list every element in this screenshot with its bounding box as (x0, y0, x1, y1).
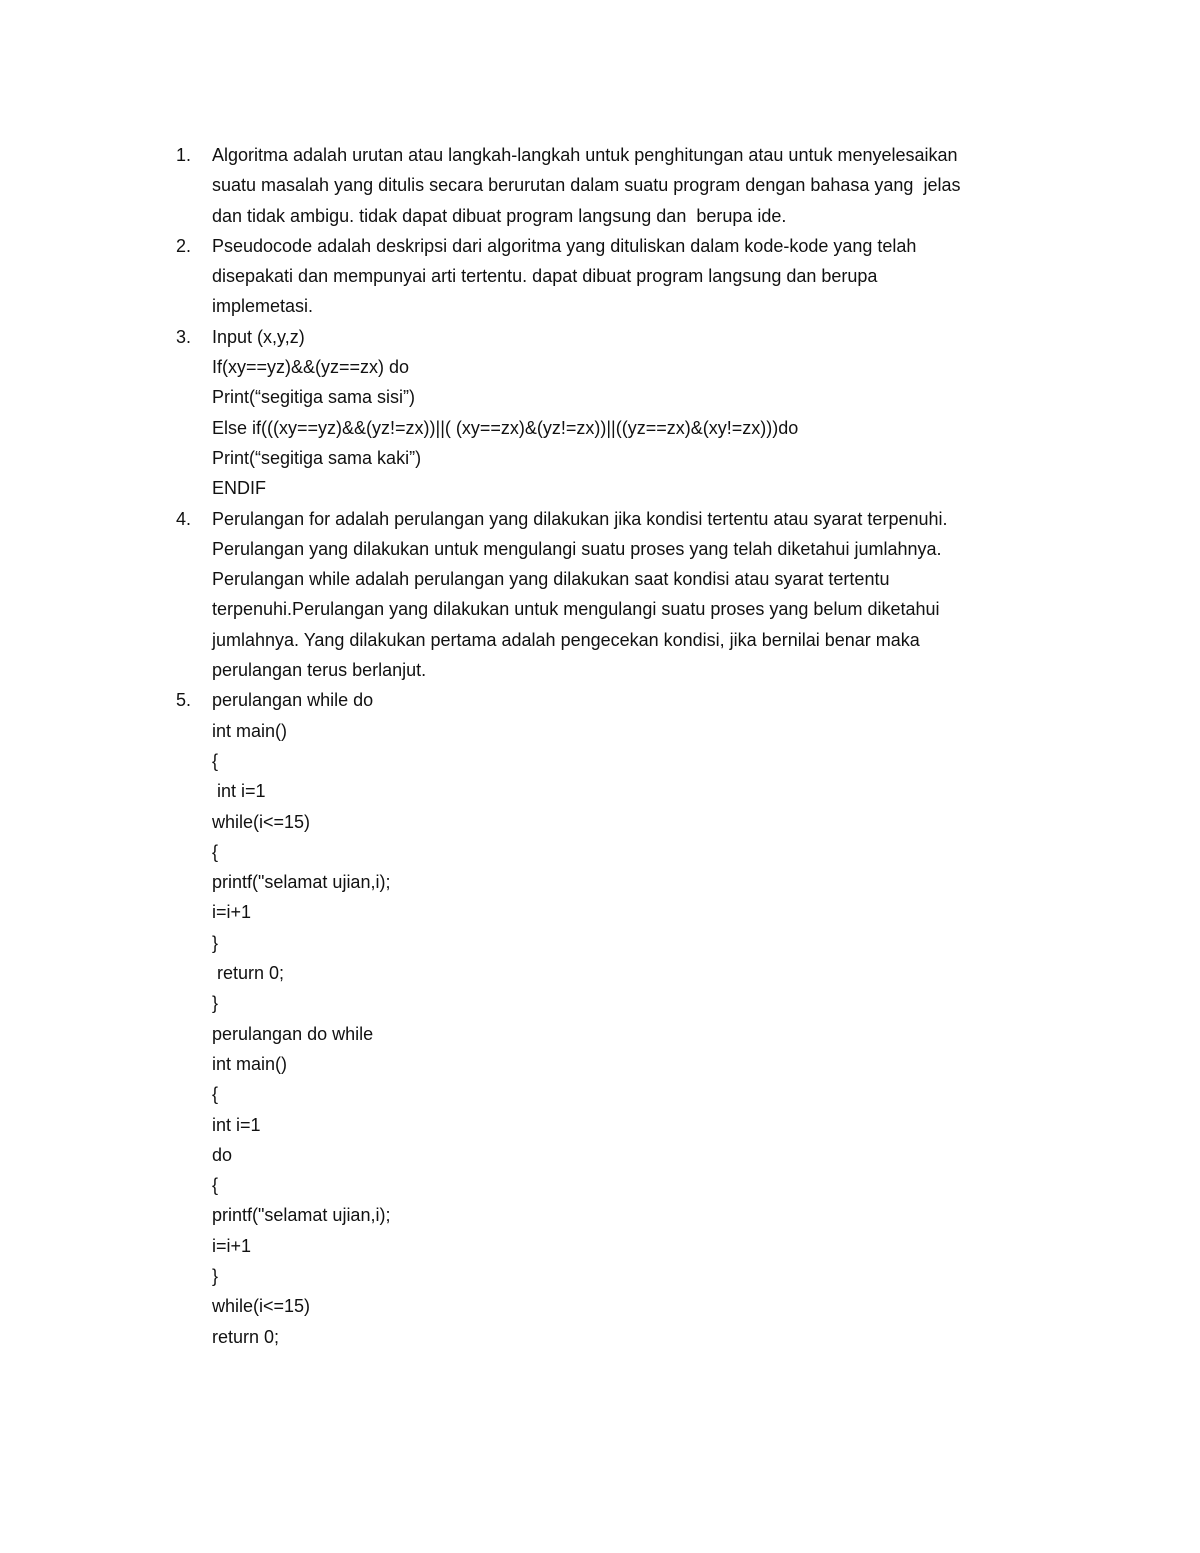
code-line: while(i<=15) (212, 1296, 311, 1317)
code-line: return 0; (212, 1326, 280, 1347)
item-number: 5. (176, 690, 192, 711)
code-line: ENDIF (212, 478, 266, 499)
list-item-1 (170, 140, 1050, 231)
item-number: 1. (176, 145, 192, 165)
text-line: disepakati dan mempunyai arti tertentu. dapat dibuat program langsung dan berupa (212, 266, 878, 287)
item-number: 3. (176, 326, 192, 347)
text-line: Perulangan while adalah perulangan yang dilakukan saat kondisi atau syarat tertentu (212, 569, 890, 590)
code-line: { (212, 1084, 219, 1105)
list-item-4 (170, 504, 1050, 686)
list-item-5 (170, 685, 1050, 1352)
list-item-3 (170, 322, 1050, 504)
code-line: } (212, 993, 219, 1014)
code-line: int i=1 (212, 781, 266, 802)
code-line: Print(“segitiga sama sisi”) (212, 387, 416, 408)
code-line: } (212, 932, 219, 953)
text-line: jumlahnya. Yang dilakukan pertama adalah pengecekan kondisi, jika bernilai benar maka (212, 629, 920, 650)
code-line: i=i+1 (212, 902, 252, 923)
code-line: If(xy==yz)&&(yz==zx) do (212, 357, 410, 378)
code-line: Else if(((xy==yz)&&(yz!=zx))||( (xy==zx)&(yz!=zx))||((yz==zx)&(xy!=zx)))do (212, 417, 799, 438)
code-line: perulangan do while (212, 1023, 374, 1044)
text-line: Perulangan for adalah perulangan yang dilakukan jika kondisi tertentu atau syarat terpenuhi. (212, 508, 948, 529)
code-line: int main() (212, 1053, 288, 1074)
answer-list (170, 140, 1050, 1352)
code-line: return 0; (212, 963, 285, 984)
text-line: suatu masalah yang ditulis secara berurutan dalam suatu program dengan bahasa yang jelas (212, 175, 961, 196)
code-line: printf("selamat ujian,i); (212, 1205, 391, 1226)
text-line: terpenuhi.Perulangan yang dilakukan untuk mengulangi suatu proses yang belum diketahui (212, 599, 940, 620)
code-line: int main() (212, 720, 288, 741)
text-line: Pseudocode adalah deskripsi dari algoritma yang dituliskan dalam kode-kode yang telah (212, 235, 917, 256)
code-line: { (212, 750, 219, 771)
code-line: perulangan while do (212, 690, 374, 711)
code-line: Input (x,y,z) (212, 326, 305, 347)
code-line: while(i<=15) (212, 811, 311, 832)
code-line: int i=1 (212, 1114, 261, 1135)
item-number: 4. (176, 508, 192, 529)
code-line: Print(“segitiga sama kaki”) (212, 447, 422, 468)
text-line: perulangan terus berlanjut. (212, 660, 427, 681)
code-line: i=i+1 (212, 1235, 252, 1256)
text-line: dan tidak ambigu. tidak dapat dibuat program langsung dan berupa ide. (212, 205, 787, 226)
text-line: Algoritma adalah urutan atau langkah-langkah untuk penghitungan atau untuk menyelesaikan (212, 145, 958, 165)
text-line: Perulangan yang dilakukan untuk mengulangi suatu proses yang telah diketahui jumlahnya. (212, 538, 942, 559)
code-line: { (212, 841, 219, 862)
list-item-2 (170, 231, 1050, 322)
item-number: 2. (176, 235, 192, 256)
code-line: } (212, 1265, 219, 1286)
code-line: do (212, 1144, 233, 1165)
text-line: implemetasi. (212, 296, 314, 317)
code-line: { (212, 1175, 219, 1196)
code-line: printf("selamat ujian,i); (212, 872, 391, 893)
